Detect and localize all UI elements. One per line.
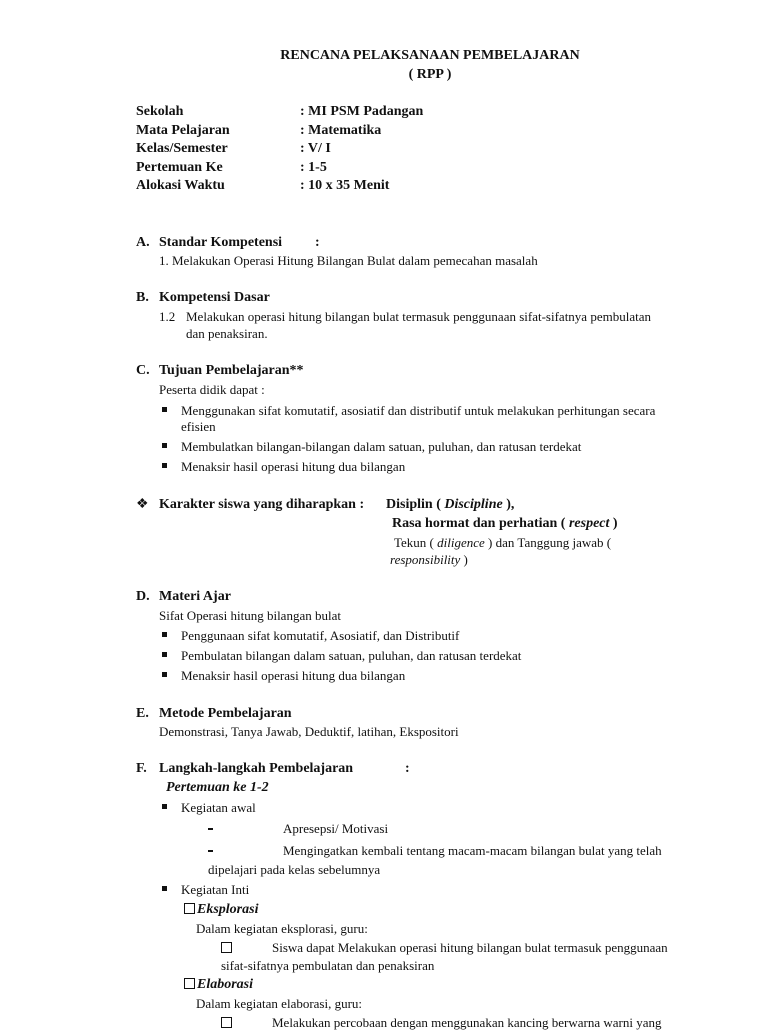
intro-text: Peserta didik dapat : bbox=[159, 382, 265, 397]
document-title: RENCANA PELAKSANAAN PEMBELAJARAN bbox=[280, 48, 580, 63]
section-heading: Tujuan Pembelajaran** bbox=[159, 363, 304, 378]
info-value: : 10 x 35 Menit bbox=[300, 178, 390, 193]
section-colon: : bbox=[405, 761, 410, 776]
list-item-continued: dipelajari pada kelas sebelumnya bbox=[208, 862, 381, 877]
list-item: Melakukan percobaan dengan menggunakan kancing berwarna warni yang bbox=[221, 1014, 661, 1031]
karakter-line: Rasa hormat dan perhatian ( respect ) bbox=[392, 516, 618, 531]
square-bullet-icon bbox=[162, 672, 167, 677]
square-bullet-icon bbox=[162, 632, 167, 637]
section-letter: A. bbox=[136, 235, 150, 250]
section-letter: E. bbox=[136, 706, 149, 721]
list-item: Menggunakan sifat komutatif, asosiatif dan distributif untuk melakukan perhitungan secara bbox=[181, 403, 656, 418]
elaborasi-heading: Elaborasi bbox=[184, 976, 253, 993]
info-label: Alokasi Waktu bbox=[136, 178, 225, 193]
list-item: Membulatkan bilangan-bilangan dalam satuan, puluhan, dan ratusan terdekat bbox=[181, 439, 582, 454]
checkbox-icon bbox=[184, 978, 195, 989]
list-item: Kegiatan awal bbox=[181, 800, 256, 815]
karakter-label: Karakter siswa yang diharapkan : bbox=[159, 497, 365, 512]
karakter-line: responsibility ) bbox=[390, 552, 468, 567]
section-letter: C. bbox=[136, 363, 150, 378]
info-label: Mata Pelajaran bbox=[136, 123, 230, 138]
list-item: 1. Melakukan Operasi Hitung Bilangan Bulat dalam pemecahan masalah bbox=[159, 253, 538, 268]
list-item: Apresepsi/ Motivasi bbox=[283, 821, 389, 836]
list-item: Menaksir hasil operasi hitung dua bilangan bbox=[181, 459, 406, 474]
section-heading: Langkah-langkah Pembelajaran bbox=[159, 761, 354, 776]
square-bullet-icon bbox=[162, 804, 167, 809]
dash-bullet-icon bbox=[208, 850, 213, 852]
list-item: Pembulatan bilangan dalam satuan, puluhan, dan ratusan terdekat bbox=[181, 648, 522, 663]
info-value: : MI PSM Padangan bbox=[300, 104, 424, 119]
dash-bullet-icon bbox=[208, 828, 213, 830]
info-label: Sekolah bbox=[136, 104, 184, 119]
list-number: 1.2 bbox=[159, 309, 176, 324]
checkbox-icon bbox=[184, 903, 195, 914]
section-heading: Materi Ajar bbox=[159, 589, 231, 604]
eksplorasi-heading: Eksplorasi bbox=[184, 901, 258, 918]
list-item-continued: efisien bbox=[181, 419, 216, 434]
intro-text: Dalam kegiatan elaborasi, guru: bbox=[196, 996, 363, 1011]
list-item: Menaksir hasil operasi hitung dua bilangan bbox=[181, 668, 406, 683]
list-item: Melakukan operasi hitung bilangan bulat termasuk penggunaan sifat-sifatnya pembulatan bbox=[186, 309, 651, 324]
body-text: Demonstrasi, Tanya Jawab, Deduktif, latihan, Ekspositori bbox=[159, 724, 459, 739]
info-value: : 1-5 bbox=[300, 160, 327, 175]
list-item: Mengingatkan kembali tentang macam-macam bilangan bulat yang telah bbox=[283, 843, 662, 858]
list-item: Penggunaan sifat komutatif, Asosiatif, dan Distributif bbox=[181, 628, 460, 643]
karakter-line: Disiplin ( Discipline ), bbox=[386, 497, 515, 512]
section-heading: Kompetensi Dasar bbox=[159, 290, 270, 305]
info-value: : Matematika bbox=[300, 123, 382, 138]
info-label: Kelas/Semester bbox=[136, 141, 228, 156]
square-bullet-icon bbox=[162, 443, 167, 448]
intro-text: Sifat Operasi hitung bilangan bulat bbox=[159, 608, 341, 623]
document-subtitle: ( RPP ) bbox=[408, 67, 452, 82]
list-item: Kegiatan Inti bbox=[181, 882, 250, 897]
checkbox-icon bbox=[221, 942, 232, 953]
karakter-line: Tekun ( diligence ) dan Tanggung jawab ( bbox=[394, 535, 612, 550]
section-heading: Standar Kompetensi bbox=[159, 235, 283, 250]
section-letter: F. bbox=[136, 761, 147, 776]
square-bullet-icon bbox=[162, 652, 167, 657]
section-letter: B. bbox=[136, 290, 149, 305]
list-item-continued: sifat-sifatnya pembulatan dan penaksiran bbox=[221, 958, 435, 973]
diamond-bullet-icon: ❖ bbox=[136, 497, 149, 512]
checkbox-icon bbox=[221, 1017, 232, 1028]
info-label: Pertemuan Ke bbox=[136, 160, 223, 175]
section-colon: : bbox=[315, 235, 320, 250]
square-bullet-icon bbox=[162, 463, 167, 468]
square-bullet-icon bbox=[162, 886, 167, 891]
list-item-continued: dan penaksiran. bbox=[186, 326, 268, 341]
section-heading: Metode Pembelajaran bbox=[159, 706, 292, 721]
info-value: : V/ I bbox=[300, 141, 331, 156]
list-item: Siswa dapat Melakukan operasi hitung bilangan bulat termasuk penggunaan bbox=[221, 939, 668, 956]
section-letter: D. bbox=[136, 589, 150, 604]
intro-text: Dalam kegiatan eksplorasi, guru: bbox=[196, 921, 368, 936]
square-bullet-icon bbox=[162, 407, 167, 412]
pertemuan-heading: Pertemuan ke 1-2 bbox=[166, 780, 269, 795]
